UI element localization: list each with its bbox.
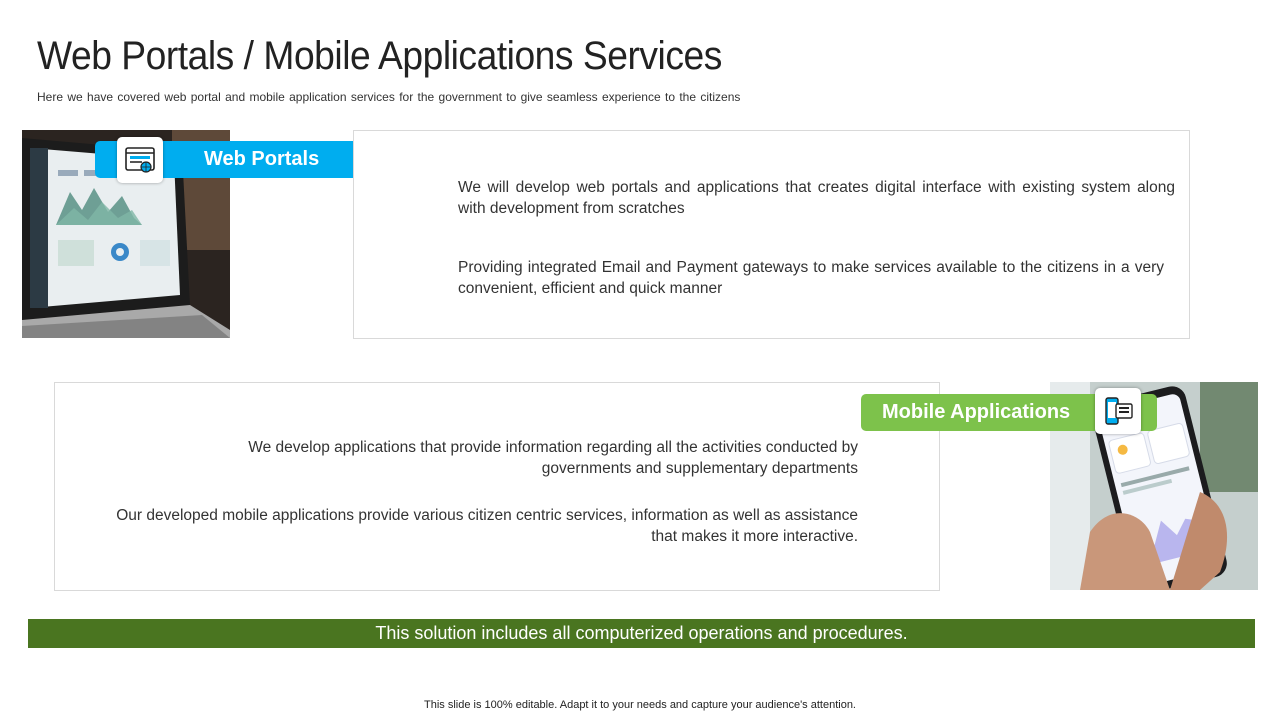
mobile-applications-paragraph-2: Our developed mobile applications provide various citizen centric services, information as well as assistance that makes it more interactive.: [116, 507, 858, 545]
page-subtitle: Here we have covered web portal and mobile application services for the government to give seamless experience to the citizens: [37, 90, 741, 104]
web-portals-card: [353, 130, 1190, 339]
web-portals-paragraph-2: Providing integrated Email and Payment gateways to make services available to the citizens in a very convenient, efficient and quick manner: [458, 259, 1164, 297]
footer-note: This slide is 100% editable. Adapt it to your needs and capture your audience's attention.: [424, 699, 856, 711]
web-portals-paragraph-1: We will develop web portals and applications that creates digital interface with existing system along with development from scratches: [458, 179, 1175, 217]
page-title: Web Portals / Mobile Applications Services: [37, 34, 722, 78]
mobile-device-icon: [1095, 388, 1141, 434]
web-browser-icon: [117, 137, 163, 183]
mobile-applications-paragraph-1: We develop applications that provide information regarding all the activities conducted by governments and supplementary departments: [248, 439, 858, 477]
mobile-applications-card: [54, 382, 940, 591]
web-portals-label: Web Portals: [204, 148, 320, 170]
mobile-applications-label: Mobile Applications: [882, 401, 1071, 423]
summary-bar: This solution includes all computerized operations and procedures.: [28, 619, 1255, 648]
